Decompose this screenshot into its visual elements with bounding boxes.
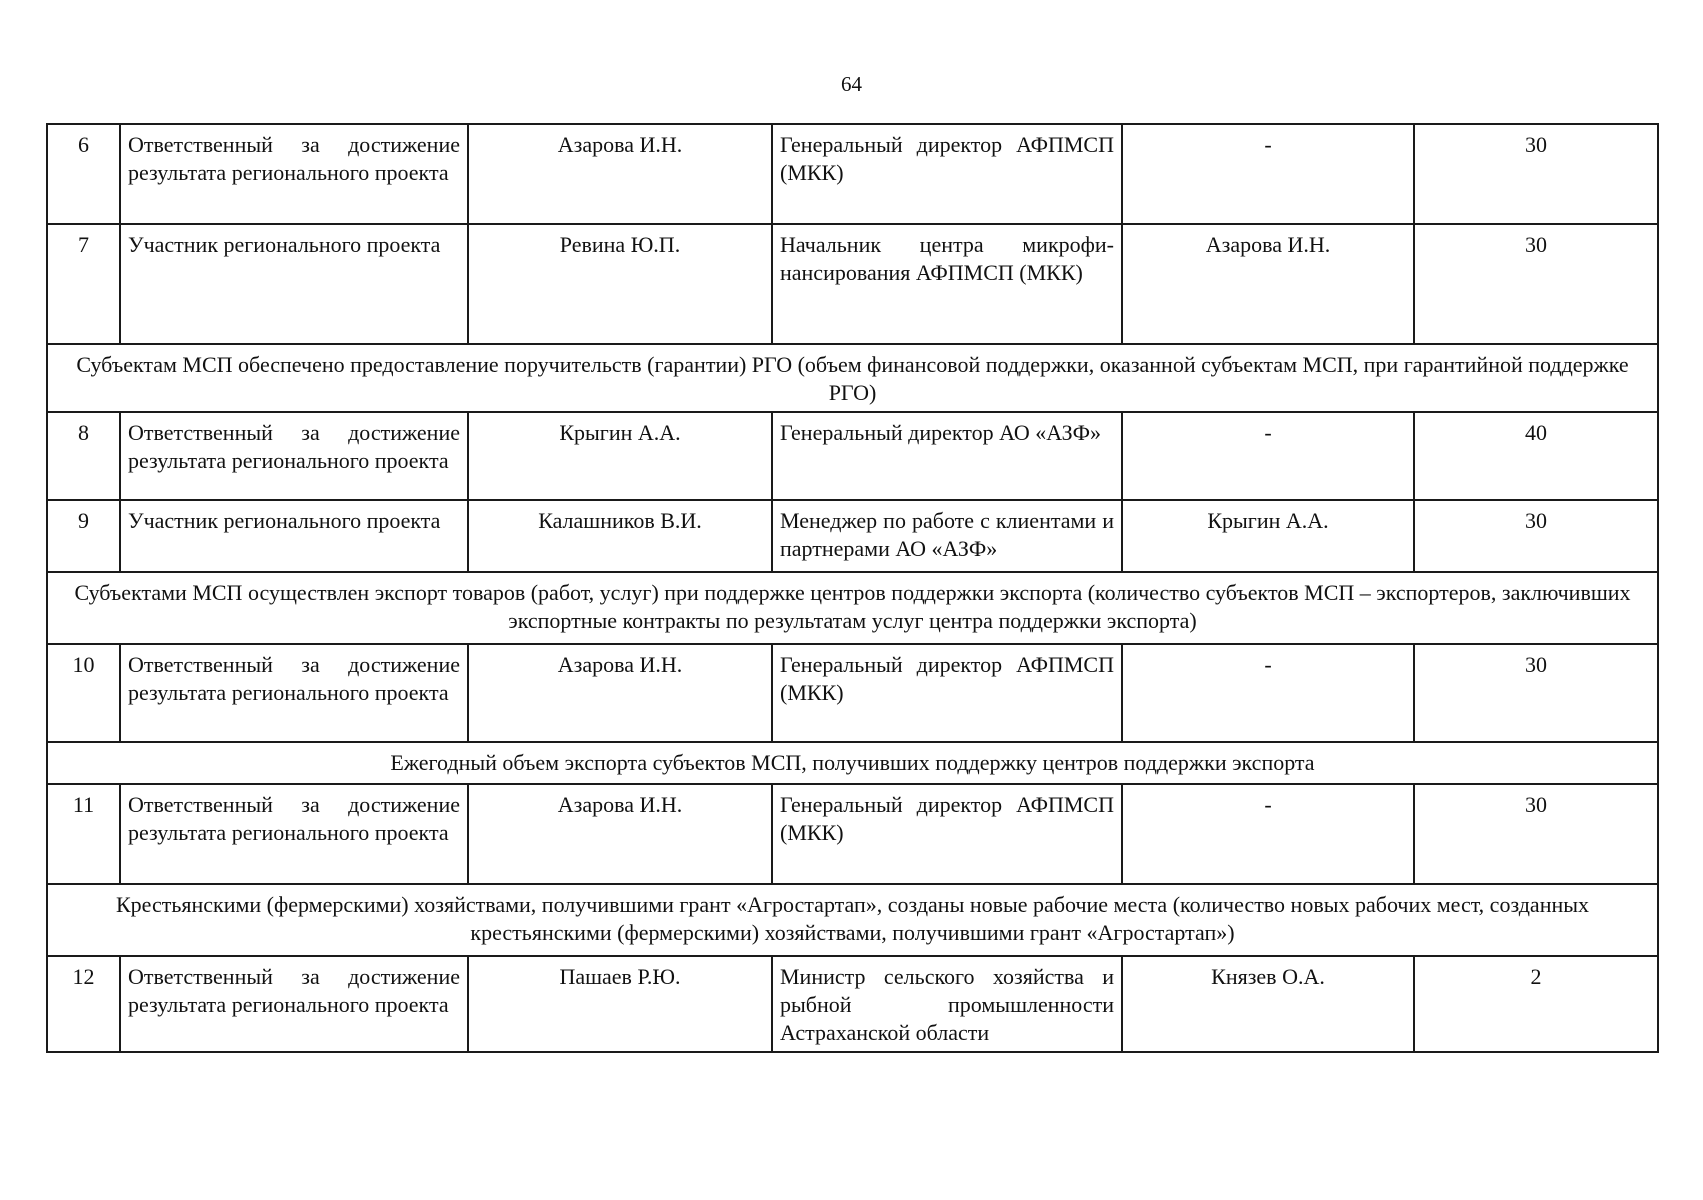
role-cell: Ответственный за достижение результата регионального проекта: [120, 956, 468, 1052]
name-cell: Крыгин А.А.: [468, 412, 772, 500]
name-cell: Пашаев Р.Ю.: [468, 956, 772, 1052]
row-number: 8: [47, 412, 120, 500]
position-cell: Генеральный директор АФПМСП (МКК): [772, 124, 1122, 224]
table-row: [47, 224, 1658, 344]
role-cell: Ответственный за достижение результата регионального проекта: [120, 124, 468, 224]
percent-cell: 2: [1414, 956, 1658, 1052]
table-row: [47, 412, 1658, 500]
table-row: [47, 784, 1658, 884]
section-row: [47, 884, 1658, 956]
row-number: 10: [47, 644, 120, 742]
position-cell: Министр сельского хозяйства и рыбной промышленности Астраханской области: [772, 956, 1122, 1052]
responsibility-table: [46, 123, 1659, 1053]
name-cell: Калашников В.И.: [468, 500, 772, 572]
table-row: [47, 500, 1658, 572]
section-row: [47, 742, 1658, 784]
supervisor-cell: -: [1122, 124, 1414, 224]
name-cell: Азарова И.Н.: [468, 784, 772, 884]
role-cell: Ответственный за достижение результата регионального проекта: [120, 784, 468, 884]
percent-cell: 40: [1414, 412, 1658, 500]
percent-cell: 30: [1414, 784, 1658, 884]
name-cell: Азарова И.Н.: [468, 124, 772, 224]
section-heading: Крестьянскими (фермерскими) хозяйствами, получившими грант «Агростартап», созданы новые рабочие места (количество новых рабочих мест, созданных крестьянскими (фермерскими) хозяйствами, получившими грант «Агростартап»): [47, 884, 1658, 956]
section-heading: Ежегодный объем экспорта субъектов МСП, получивших поддержку центров поддержки экспорта: [47, 742, 1658, 784]
table-row: [47, 644, 1658, 742]
section-heading: Субъектам МСП обеспечено предоставление поручительств (гарантии) РГО (объем финансовой поддержки, оказанной субъектам МСП, при гарантийной поддержке РГО): [47, 344, 1658, 412]
row-number: 6: [47, 124, 120, 224]
position-cell: Генеральный директор АФПМСП (МКК): [772, 784, 1122, 884]
table-row: [47, 124, 1658, 224]
role-cell: Участник регионального проекта: [120, 224, 468, 344]
percent-cell: 30: [1414, 644, 1658, 742]
section-row: [47, 344, 1658, 412]
position-cell: Генеральный директор АФПМСП (МКК): [772, 644, 1122, 742]
name-cell: Ревина Ю.П.: [468, 224, 772, 344]
role-cell: Ответственный за достижение результата регионального проекта: [120, 644, 468, 742]
section-row: [47, 572, 1658, 644]
supervisor-cell: -: [1122, 644, 1414, 742]
percent-cell: 30: [1414, 500, 1658, 572]
table-row: [47, 956, 1658, 1052]
supervisor-cell: Крыгин А.А.: [1122, 500, 1414, 572]
row-number: 9: [47, 500, 120, 572]
row-number: 11: [47, 784, 120, 884]
section-heading: Субъектами МСП осуществлен экспорт товаров (работ, услуг) при поддержке центров поддержки экспорта (количество субъектов МСП – экспортеров, заключивших экспортные контракты по результатам услуг центра поддержки экспорта): [47, 572, 1658, 644]
role-cell: Ответственный за достижение результата регионального проекта: [120, 412, 468, 500]
role-cell: Участник регионального проекта: [120, 500, 468, 572]
row-number: 7: [47, 224, 120, 344]
page-number: 64: [841, 72, 862, 96]
position-cell: Генеральный директор АО «АЗФ»: [772, 412, 1122, 500]
position-cell: Начальник центра микрофи-нансирования АФПМСП (МКК): [772, 224, 1122, 344]
name-cell: Азарова И.Н.: [468, 644, 772, 742]
supervisor-cell: Азарова И.Н.: [1122, 224, 1414, 344]
percent-cell: 30: [1414, 124, 1658, 224]
position-cell: Менеджер по работе с клиентами и партнерами АО «АЗФ»: [772, 500, 1122, 572]
supervisor-cell: Князев О.А.: [1122, 956, 1414, 1052]
supervisor-cell: -: [1122, 412, 1414, 500]
row-number: 12: [47, 956, 120, 1052]
supervisor-cell: -: [1122, 784, 1414, 884]
percent-cell: 30: [1414, 224, 1658, 344]
